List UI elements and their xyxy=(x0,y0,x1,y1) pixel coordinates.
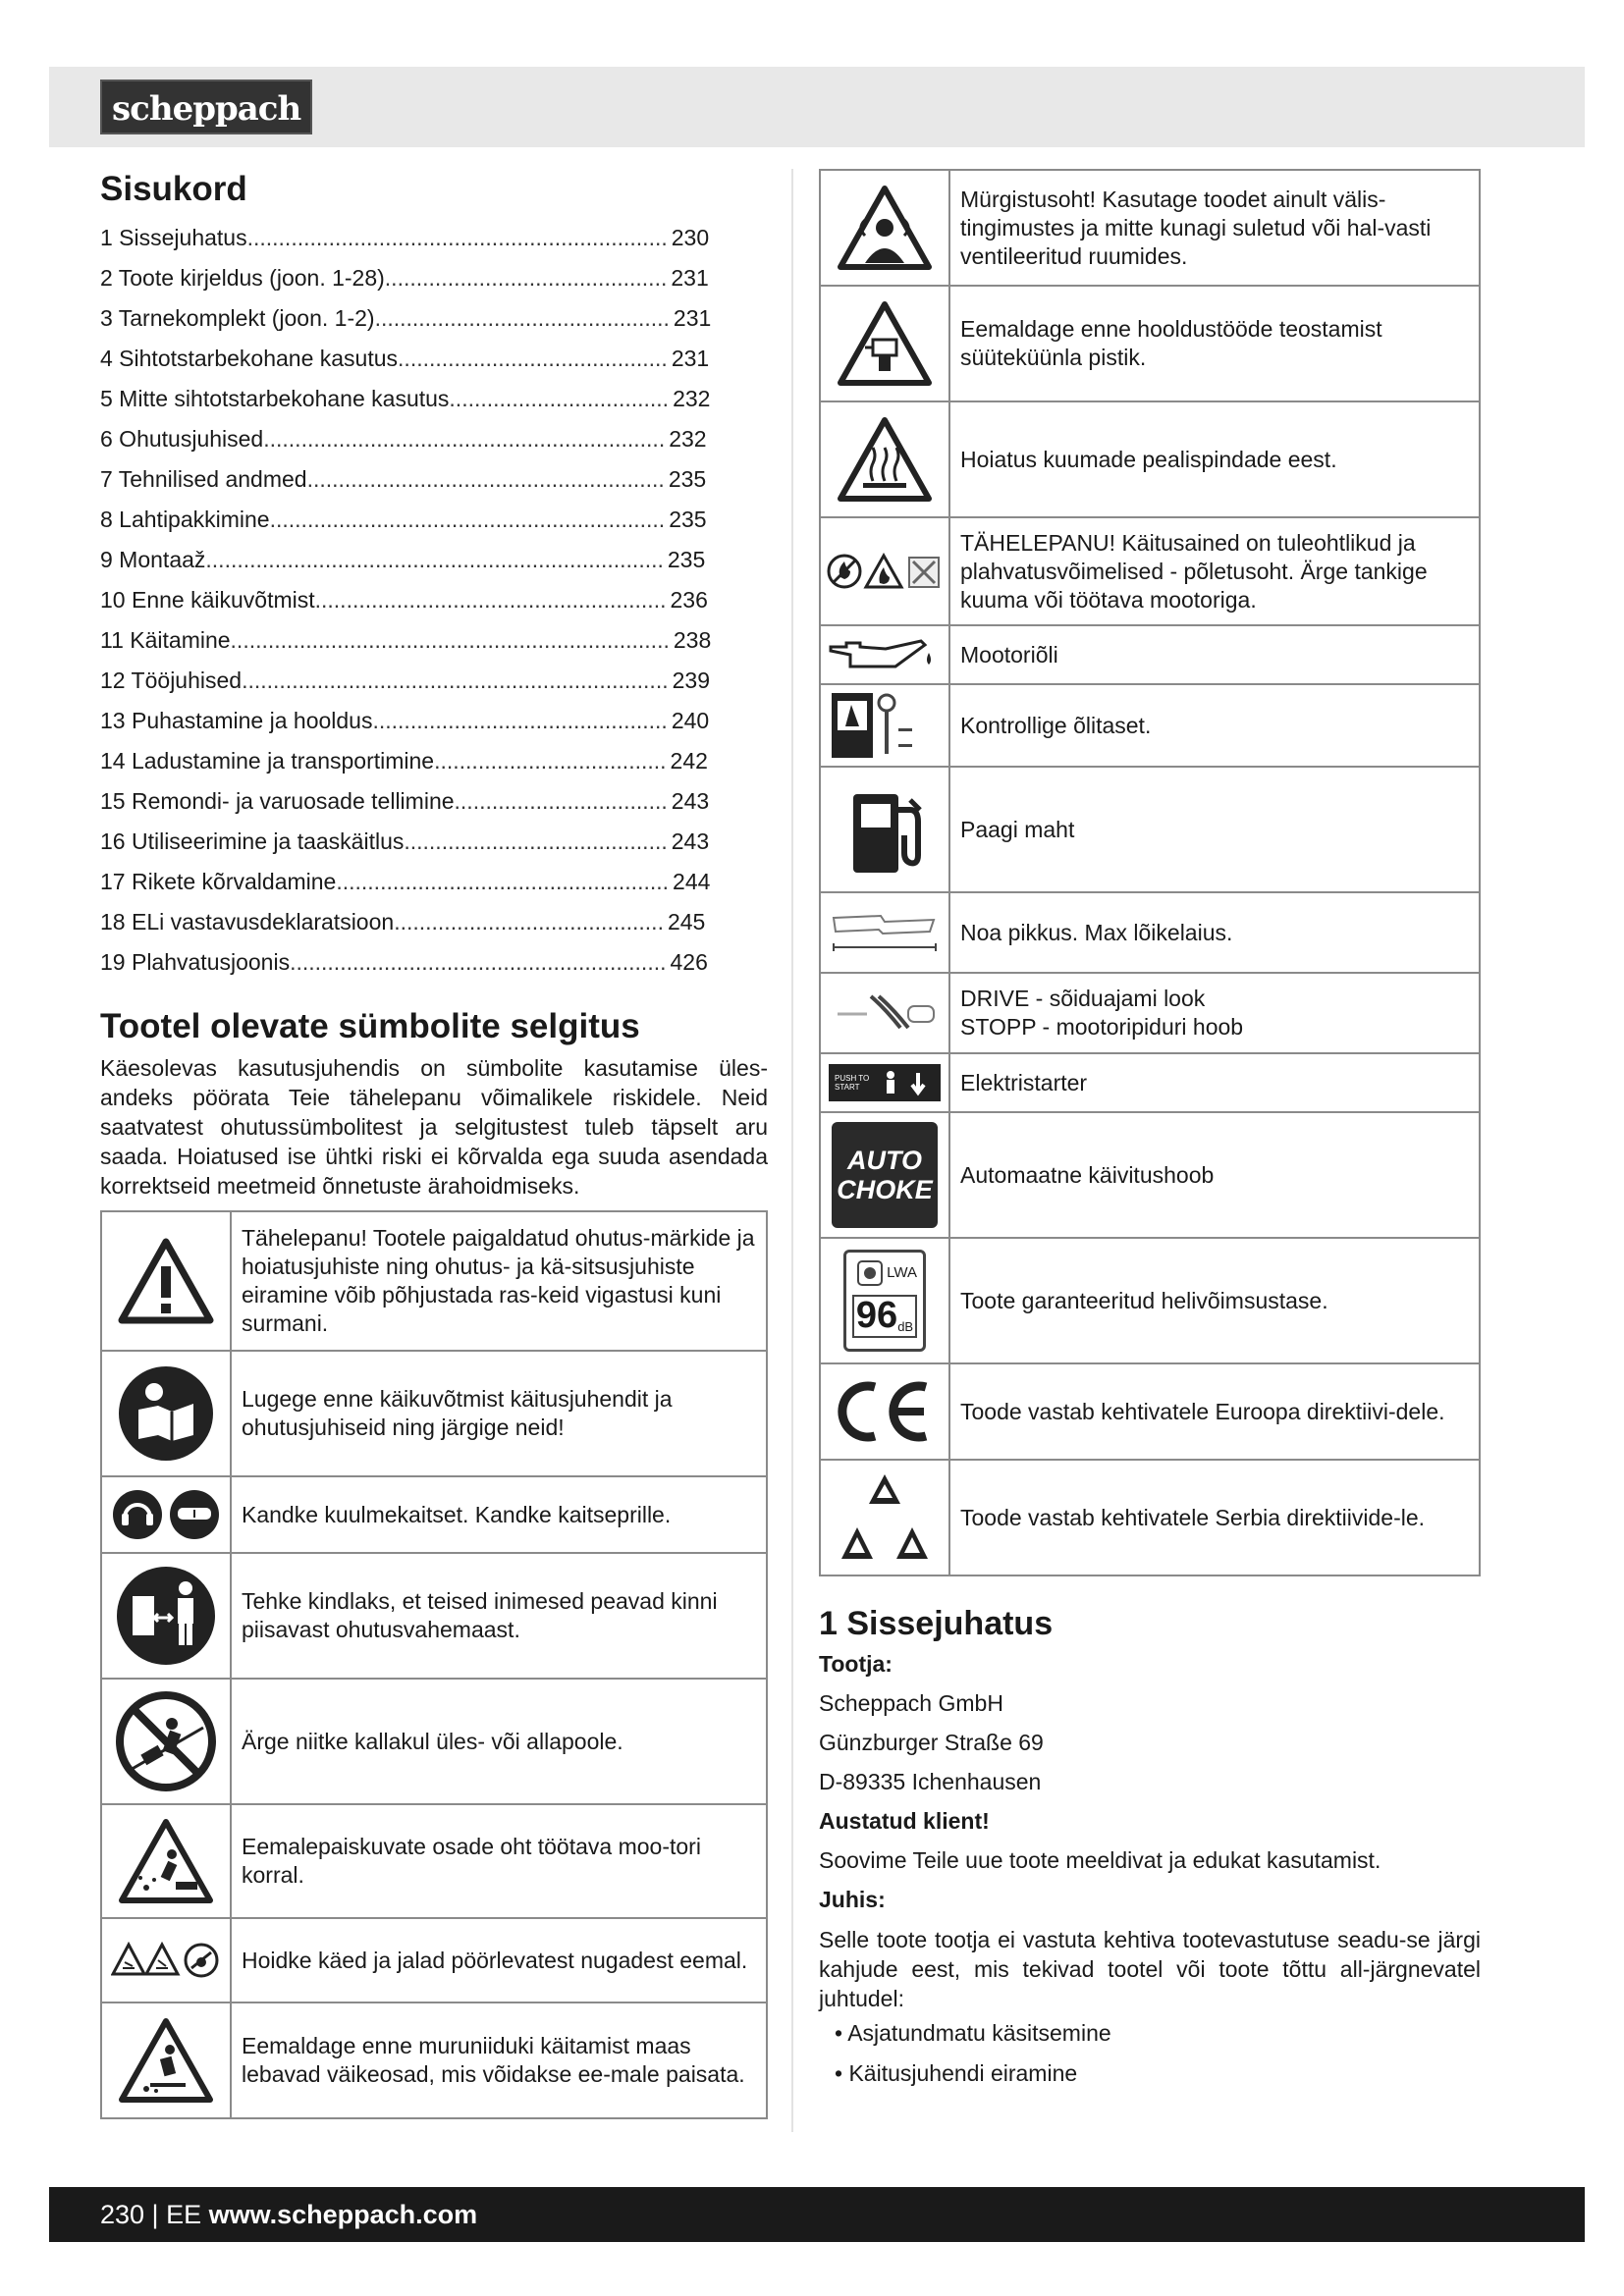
symbol-row xyxy=(820,1363,1480,1460)
bullet-text: Asjatundmatu käsitsemine xyxy=(847,2019,1111,2046)
toc-item-page: 239 xyxy=(672,667,710,693)
toc-item[interactable] xyxy=(100,620,768,661)
toc-item-title: 11 Käitamine xyxy=(100,627,231,653)
toc-item[interactable] xyxy=(100,701,768,741)
fuel-pump-icon xyxy=(820,767,949,892)
symbol-row xyxy=(820,625,1480,684)
symbol-text: Toote garanteeritud helivõimsustase. xyxy=(949,1238,1480,1363)
db-unit: dB xyxy=(897,1319,914,1334)
blade-length-icon xyxy=(820,892,949,973)
toc-item[interactable] xyxy=(100,379,768,419)
bullet-text: Käitusjuhendi eiramine xyxy=(848,2059,1078,2086)
toc-item-title: 6 Ohutusjuhised xyxy=(100,426,264,452)
list-item: • Käitusjuhendi eiramine xyxy=(835,2059,1078,2086)
toc-title: Sisukord xyxy=(100,170,247,208)
choke-label: CHOKE xyxy=(837,1175,933,1204)
symbol-text: Hoidke käed ja jalad pöörlevatest nugadest eemal. xyxy=(231,1918,767,2002)
flying-parts-icon xyxy=(101,1804,231,1918)
toc-leader-dots: ........................................... xyxy=(394,909,664,934)
symbol-row xyxy=(820,1238,1480,1363)
toc-item[interactable] xyxy=(100,218,768,258)
no-slope-mowing-icon xyxy=(101,1679,231,1804)
left-column xyxy=(100,169,768,2119)
symbol-row xyxy=(101,1679,767,1804)
intro-title: 1 Sissejuhatus xyxy=(819,1605,1054,1642)
toc-item[interactable] xyxy=(100,419,768,459)
toc-item-title: 5 Mitte sihtotstarbekohane kasutus xyxy=(100,386,450,411)
oil-can-icon xyxy=(820,625,949,684)
page-footer xyxy=(49,2187,1585,2242)
toc-item-title: 16 Utiliseerimine ja taaskäitlus xyxy=(100,828,405,854)
toc-item-title: 9 Montaaž xyxy=(100,547,206,572)
auto-choke-icon xyxy=(820,1112,949,1238)
symbol-row xyxy=(820,1053,1480,1112)
toc-item-page: 244 xyxy=(673,869,711,894)
symbol-text: Toode vastab kehtivatele Euroopa direktiivi-dele. xyxy=(949,1363,1480,1460)
toc-item-page: 231 xyxy=(673,305,712,331)
toc-leader-dots: .......................................... xyxy=(404,828,668,854)
toc-leader-dots: .................................................................... xyxy=(242,667,669,693)
symbol-text: Ärge niitke kallakul üles- või allapoole. xyxy=(231,1679,767,1804)
symbol-row xyxy=(820,973,1480,1053)
symbol-row xyxy=(820,401,1480,517)
company-street: Günzburger Straße 69 xyxy=(819,1729,1044,1755)
symbol-text: Automaatne käivitushoob xyxy=(949,1112,1480,1238)
symbol-text: Hoiatus kuumade pealispindade eest. xyxy=(949,401,1480,517)
symbol-text: Noa pikkus. Max lõikelaius. xyxy=(949,892,1480,973)
symbol-row xyxy=(101,1804,767,1918)
wish-text: Soovime Teile uue toote meeldivat ja edukat kasutamist. xyxy=(819,1846,1381,1873)
company-city: D-89335 Ichenhausen xyxy=(819,1768,1042,1794)
toc-leader-dots: ................................................................ xyxy=(263,426,666,452)
symbol-text: Tähelepanu! Tootele paigaldatud ohutus-märkide ja hoiatusjuhiste ning ohutus- ja kä-sitsusjuhiste eiramine võib põhjustada ras-keid vigastusi kuni surmani. xyxy=(231,1211,767,1351)
symbol-text: Eemalepaiskuvate osade oht töötava moo-tori korral. xyxy=(231,1804,767,1918)
symbol-row xyxy=(101,1918,767,2002)
right-column xyxy=(819,169,1481,2094)
serbia-mark-icon xyxy=(820,1460,949,1575)
symbol-row xyxy=(820,1460,1480,1575)
toc-item-page: 242 xyxy=(670,748,708,774)
toc-item-title: 19 Plahvatusjoonis xyxy=(100,949,291,975)
toc-item-title: 2 Toote kirjeldus (joon. 1-28) xyxy=(100,265,385,291)
symbol-row xyxy=(820,892,1480,973)
toc-leader-dots: .................................. xyxy=(454,788,668,814)
rotating-blades-icon xyxy=(101,1918,231,2002)
toc-item-title: 17 Rikete kõrvaldamine xyxy=(100,869,337,894)
toc-leader-dots: ............................................................ xyxy=(290,949,667,975)
toc-item[interactable] xyxy=(100,781,768,822)
toc-leader-dots: ............................................................... xyxy=(269,507,666,532)
symbol-text: Eemaldage enne muruniiduki käitamist maas lebavad väikeosad, mis võidakse ee-male paisata. xyxy=(231,2002,767,2118)
toc-item-title: 7 Tehnilised andmed xyxy=(100,466,307,492)
symbol-text: Lugege enne käikuvõtmist käitusjuhendit ja ohutusjuhiseid ning järgige neid! xyxy=(231,1351,767,1476)
table-of-contents xyxy=(100,218,768,983)
symbol-row xyxy=(820,1112,1480,1238)
read-manual-icon xyxy=(101,1351,231,1476)
list-item: • Asjatundmatu käsitsemine xyxy=(835,2019,1111,2046)
symbol-row xyxy=(820,517,1480,625)
toc-item[interactable] xyxy=(100,862,768,902)
toc-item[interactable] xyxy=(100,298,768,339)
left-symbols-table xyxy=(100,1210,768,2119)
toc-item-title: 13 Puhastamine ja hooldus xyxy=(100,708,373,733)
symbol-text: Kontrollige õlitaset. xyxy=(949,684,1480,767)
toc-item-page: 236 xyxy=(670,587,708,613)
toc-item-page: 235 xyxy=(668,466,707,492)
toc-item[interactable] xyxy=(100,741,768,781)
toc-item-title: 4 Sihtotstarbekohane kasutus xyxy=(100,346,399,371)
toc-leader-dots: ........................................................ xyxy=(314,587,667,613)
symbol-text: Elektristarter xyxy=(949,1053,1480,1112)
toc-item[interactable] xyxy=(100,942,768,983)
toc-leader-dots: ......................................................................... xyxy=(205,547,664,572)
manufacturer-label: Tootja: xyxy=(819,1650,893,1677)
symbols-title: Tootel olevate sümbolite selgitus xyxy=(100,1007,640,1045)
toc-item-page: 245 xyxy=(667,909,706,934)
symbol-text: Toode vastab kehtivatele Serbia direktiivide-le. xyxy=(949,1460,1480,1575)
symbol-text: DRIVE - sõiduajami look STOPP - mootoripiduri hoob xyxy=(949,973,1480,1053)
page-number: 230 | EE xyxy=(100,2200,202,2229)
toc-item[interactable] xyxy=(100,500,768,540)
toc-item-title: 12 Tööjuhised xyxy=(100,667,243,693)
toc-item-page: 232 xyxy=(673,386,711,411)
toc-item[interactable] xyxy=(100,822,768,862)
toc-item-page: 240 xyxy=(671,708,710,733)
safety-distance-icon xyxy=(101,1553,231,1679)
toc-item-page: 230 xyxy=(671,225,710,250)
right-symbols-table xyxy=(819,169,1481,1576)
note-label: Juhis: xyxy=(819,1886,886,1912)
symbols-intro: Käesolevas kasutusjuhendis on sümbolite kasutamise üles-andeks pöörata Teie tähelepanu võimalikele riskidele. Neid saatvatest ohutussümbolitest ja selgitustest tuleb täpselt aru saada. Hoiatused ise ühtki riski ei kõrvalda ega suuda asendada korrektseid meetmeid õnnetuste ärahoidmiseks. xyxy=(100,1055,768,1199)
spark-plug-icon xyxy=(820,286,949,401)
toc-leader-dots: ........................................... xyxy=(398,346,668,371)
scheppach-logo: scheppach xyxy=(100,80,312,134)
push-to-start-label: PUSH TO START xyxy=(835,1074,870,1092)
website-link[interactable]: www.scheppach.com xyxy=(208,2200,478,2229)
toc-item-title: 15 Remondi- ja varuosade tellimine xyxy=(100,788,455,814)
company-name: Scheppach GmbH xyxy=(819,1689,1003,1716)
symbol-text: Mootoriõli xyxy=(949,625,1480,684)
toc-item-page: 426 xyxy=(670,949,708,975)
toc-item-title: 18 ELi vastavusdeklaratsioon xyxy=(100,909,395,934)
toc-leader-dots: ...................................................................... xyxy=(230,627,670,653)
toc-item[interactable] xyxy=(100,258,768,298)
toc-leader-dots: ................................................................... xyxy=(246,225,668,250)
symbol-row xyxy=(820,286,1480,401)
toc-item-title: 1 Sissejuhatus xyxy=(100,225,247,250)
poisoning-icon xyxy=(820,170,949,286)
toc-item-title: 10 Enne käikuvõtmist xyxy=(100,587,315,613)
toc-item[interactable] xyxy=(100,902,768,942)
symbol-text: TÄHELEPANU! Käitusained on tuleohtlikud ja plahvatusvõimelised - põletusoht. Ärge tankige kuuma või töötava mootoriga. xyxy=(949,517,1480,625)
symbol-row xyxy=(820,170,1480,286)
page-header xyxy=(49,67,1585,147)
toc-item-page: 231 xyxy=(671,346,710,371)
toc-item-title: 8 Lahtipakkimine xyxy=(100,507,270,532)
drive-lever-icon xyxy=(820,973,949,1053)
toc-leader-dots: ............................................... xyxy=(372,708,668,733)
toc-item-page: 243 xyxy=(671,788,710,814)
toc-leader-dots: ......................................................... xyxy=(306,466,665,492)
toc-item-title: 14 Ladustamine ja transportimine xyxy=(100,748,435,774)
toc-item-page: 232 xyxy=(669,426,707,452)
toc-item-page: 238 xyxy=(673,627,712,653)
symbol-text: Tehke kindlaks, et teised inimesed peavad kinni piisavast ohutusvahemaast. xyxy=(231,1553,767,1679)
symbol-text: Paagi maht xyxy=(949,767,1480,892)
symbol-row xyxy=(101,1553,767,1679)
note-text: Selle toote tootja ei vastuta kehtiva tootevastutuse seadu-se järgi kahjude eest, mis tekivad tootel või toote tõttu all-järgnevatel juhtudel: xyxy=(819,1926,1481,2011)
toc-item[interactable] xyxy=(100,540,768,580)
lwa-label: LWA xyxy=(887,1264,917,1281)
symbol-text: Eemaldage enne hooldustööde teostamist süüteküünla pistik. xyxy=(949,286,1480,401)
symbol-row xyxy=(101,2002,767,2118)
toc-item-page: 235 xyxy=(669,507,707,532)
column-divider xyxy=(791,169,793,2132)
symbol-row xyxy=(820,767,1480,892)
toc-leader-dots: ............................................... xyxy=(374,305,670,331)
symbol-text: Mürgistusoht! Kasutage toodet ainult välis-tingimustes ja mitte kunagi suletud või hal-vasti ventileeritud ruumides. xyxy=(949,170,1480,286)
ear-eye-protection-icon xyxy=(101,1476,231,1553)
db-value: 96 xyxy=(855,1295,898,1336)
toc-item[interactable] xyxy=(100,339,768,379)
fuel-fire-icon xyxy=(820,517,949,625)
symbol-text: Kandke kuulmekaitset. Kandke kaitseprille. xyxy=(231,1476,767,1553)
electric-starter-icon xyxy=(820,1053,949,1112)
toc-leader-dots: ............................................. xyxy=(384,265,668,291)
ce-mark-icon xyxy=(820,1363,949,1460)
toc-item-title: 3 Tarnekomplekt (joon. 1-2) xyxy=(100,305,375,331)
toc-item[interactable] xyxy=(100,580,768,620)
auto-label: AUTO xyxy=(846,1146,922,1175)
symbol-row xyxy=(101,1476,767,1553)
toc-leader-dots: ..................................... xyxy=(434,748,667,774)
sound-power-icon xyxy=(820,1238,949,1363)
symbol-row xyxy=(820,684,1480,767)
symbol-row xyxy=(101,1351,767,1476)
toc-leader-dots: ................................... xyxy=(449,386,670,411)
oil-level-icon xyxy=(820,684,949,767)
toc-item-page: 243 xyxy=(671,828,710,854)
toc-item-page: 235 xyxy=(667,547,706,572)
toc-leader-dots: ..................................................... xyxy=(336,869,670,894)
remove-objects-icon xyxy=(101,2002,231,2118)
general-warning-icon xyxy=(101,1211,231,1351)
greeting: Austatud klient! xyxy=(819,1807,990,1834)
symbol-row xyxy=(101,1211,767,1351)
hot-surface-icon xyxy=(820,401,949,517)
toc-item-page: 231 xyxy=(671,265,709,291)
toc-item[interactable] xyxy=(100,661,768,701)
toc-item[interactable] xyxy=(100,459,768,500)
